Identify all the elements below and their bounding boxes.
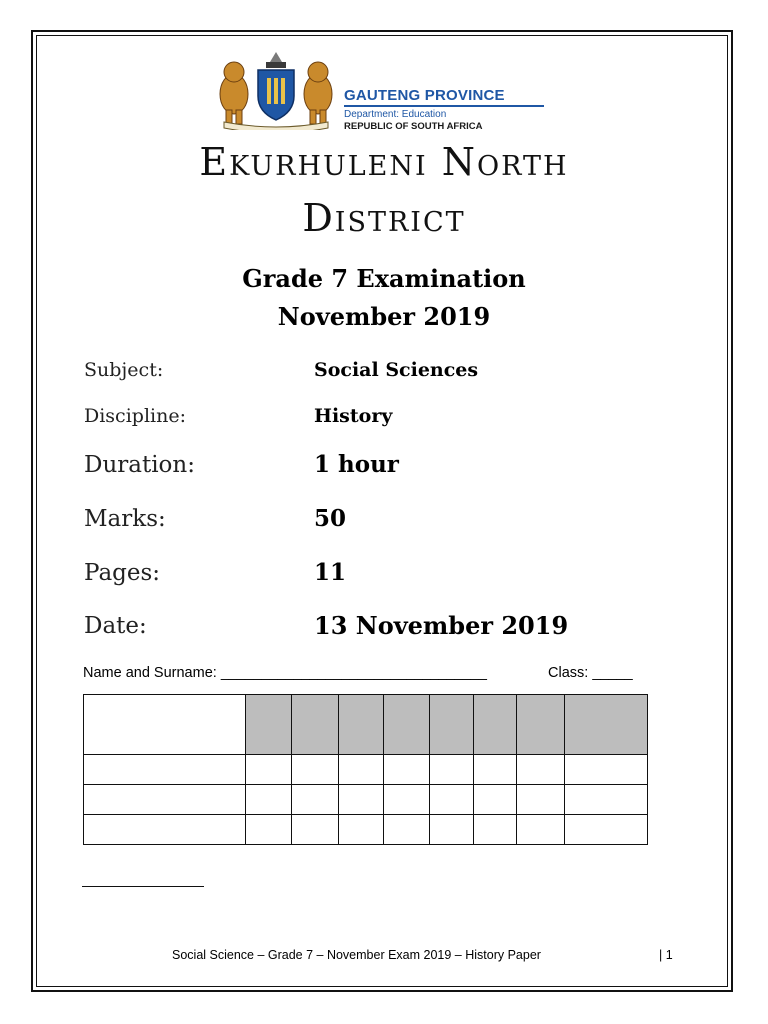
table-cell[interactable] — [84, 785, 246, 815]
table-cell[interactable] — [565, 755, 648, 785]
duration-label: Duration: — [84, 452, 195, 478]
signature-rule — [82, 886, 204, 887]
table-cell — [565, 695, 648, 755]
exam-title-line-1: Grade 7 Examination — [242, 264, 526, 293]
pages-value: 11 — [314, 559, 347, 586]
republic-name: REPUBLIC OF SOUTH AFRICA — [344, 121, 483, 132]
subject-label: Subject: — [84, 359, 164, 381]
table-cell[interactable] — [246, 785, 292, 815]
page-number: | 1 — [659, 948, 673, 962]
name-surname-field[interactable]: Name and Surname: _________________________________ — [83, 665, 487, 681]
date-label: Date: — [84, 613, 147, 639]
subject-value: Social Sciences — [314, 359, 479, 381]
date-value: 13 November 2019 — [314, 611, 569, 640]
table-cell[interactable] — [339, 815, 384, 845]
table-row — [84, 785, 648, 815]
table-cell[interactable] — [474, 815, 517, 845]
table-cell[interactable] — [565, 785, 648, 815]
coat-of-arms-icon — [212, 50, 340, 130]
table-cell — [246, 695, 292, 755]
table-cell[interactable] — [565, 815, 648, 845]
table-cell[interactable] — [246, 815, 292, 845]
province-name: GAUTENG PROVINCE — [344, 88, 544, 107]
district-title-line-1: Ekurhuleni North — [199, 140, 569, 184]
class-field[interactable]: Class: _____ — [548, 665, 633, 681]
pages-label: Pages: — [84, 560, 161, 586]
gauteng-logo — [212, 50, 542, 130]
table-cell[interactable] — [474, 755, 517, 785]
table-cell — [474, 695, 517, 755]
district-title-line-2: District — [302, 196, 466, 240]
table-cell[interactable] — [517, 785, 565, 815]
table-row — [84, 695, 648, 755]
discipline-value: History — [314, 405, 393, 427]
table-cell[interactable] — [384, 755, 430, 785]
marks-table — [83, 694, 648, 845]
table-cell[interactable] — [292, 815, 339, 845]
table-cell[interactable] — [339, 755, 384, 785]
discipline-label: Discipline: — [84, 405, 186, 427]
table-cell[interactable] — [84, 815, 246, 845]
table-row — [84, 755, 648, 785]
table-cell[interactable] — [246, 755, 292, 785]
table-cell[interactable] — [430, 815, 474, 845]
table-cell — [339, 695, 384, 755]
footer-text: Social Science – Grade 7 – November Exam 2019 – History Paper — [172, 948, 541, 962]
table-cell[interactable] — [339, 785, 384, 815]
logo-text-block — [344, 88, 544, 132]
table-row — [84, 815, 648, 845]
table-cell[interactable] — [430, 785, 474, 815]
exam-title-line-2: November 2019 — [277, 302, 491, 331]
table-cell[interactable] — [384, 815, 430, 845]
table-cell — [517, 695, 565, 755]
table-cell[interactable] — [474, 785, 517, 815]
table-cell[interactable] — [384, 785, 430, 815]
department-name: Department: Education — [344, 109, 447, 120]
table-cell[interactable] — [517, 755, 565, 785]
table-cell[interactable] — [430, 755, 474, 785]
table-cell[interactable] — [292, 785, 339, 815]
marks-label: Marks: — [84, 506, 166, 532]
table-cell — [292, 695, 339, 755]
table-cell — [384, 695, 430, 755]
duration-value: 1 hour — [314, 451, 399, 478]
table-cell[interactable] — [84, 755, 246, 785]
marks-value: 50 — [314, 505, 347, 532]
table-cell — [430, 695, 474, 755]
table-cell[interactable] — [292, 755, 339, 785]
table-cell[interactable] — [517, 815, 565, 845]
table-cell — [84, 695, 246, 755]
